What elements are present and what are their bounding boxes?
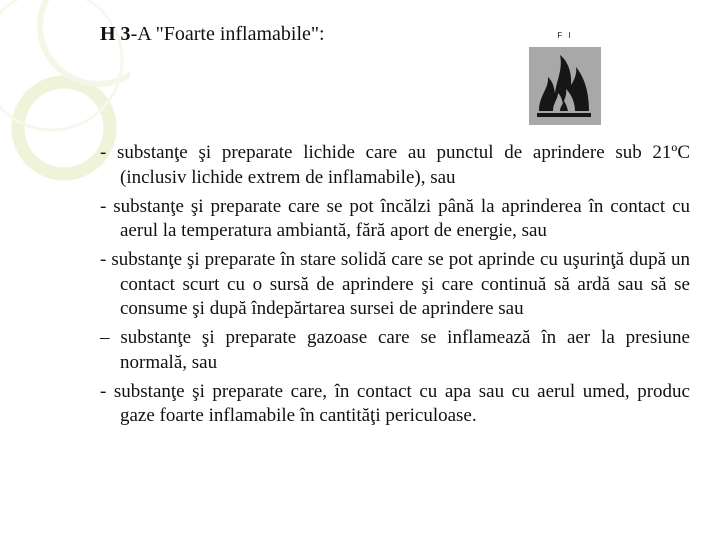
list-item: - substanţe şi preparate care, în contact cu apa sau cu aerul umed, produc gaze foarte inflamabile în cantităţi periculoase. bbox=[100, 380, 690, 426]
list-item: – substanţe şi preparate gazoase care se inflamează în aer la presiune normală, sau bbox=[100, 327, 690, 373]
list-item: - substanţe şi preparate care se pot încălzi până la aprinderea în contact cu aerul la temperatura ambiantă, fără aport de energie, sau bbox=[100, 195, 690, 241]
hazard-symbol bbox=[529, 30, 601, 125]
hazard-code: H 3 bbox=[100, 23, 131, 45]
criteria-list bbox=[100, 141, 690, 433]
hazard-symbol-code: F I bbox=[557, 31, 573, 40]
slide-title bbox=[100, 22, 325, 46]
list-item: - substanţe şi preparate lichide care au punctul de aprindere sub 21ºC (inclusiv lichide extrem de inflamabile), sau bbox=[100, 142, 690, 188]
flame-icon bbox=[529, 47, 601, 125]
list-item: - substanţe şi preparate în stare solidă care se pot aprinde cu uşurinţă după un contact scurt cu o sursă de aprindere şi care continuă să ardă sau să se consume şi după îndepărtarea sursei de aprindere sau bbox=[100, 249, 690, 319]
title-text: -A "Foarte inflamabile": bbox=[130, 23, 325, 45]
flame-base bbox=[537, 113, 591, 117]
